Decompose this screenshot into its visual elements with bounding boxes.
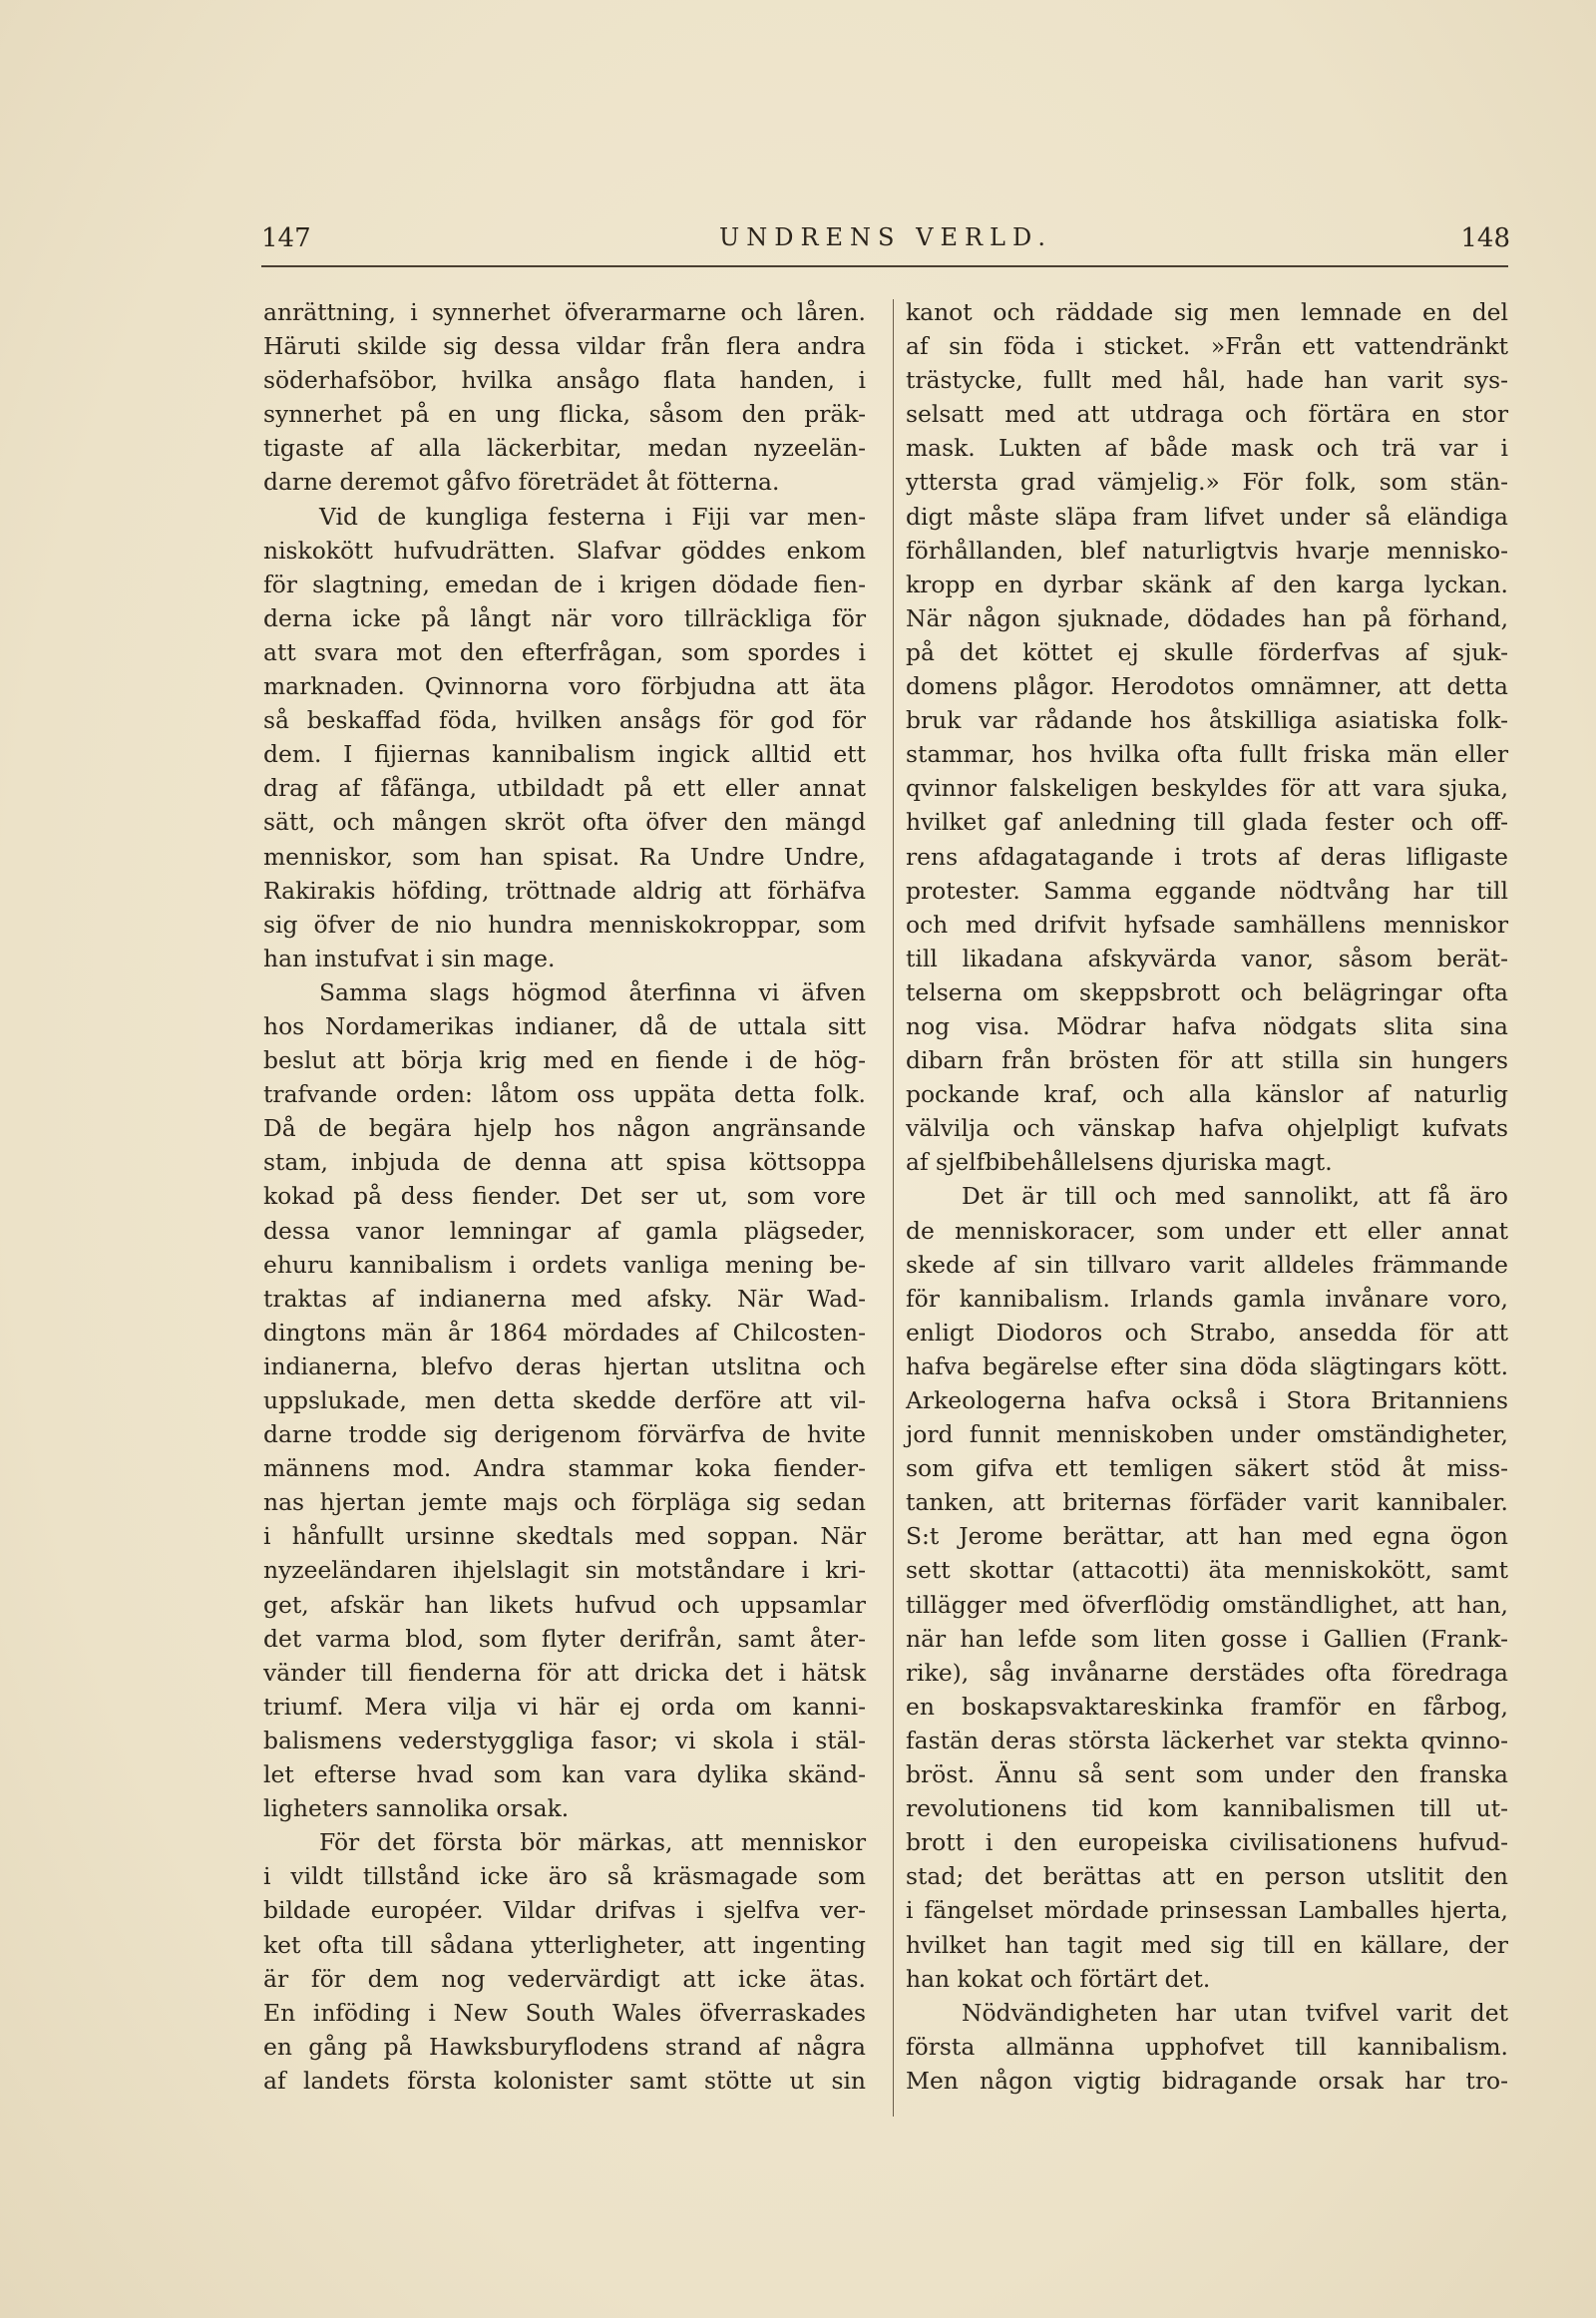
text-line: på det köttet ej skulle förderfvas af sjuk- xyxy=(906,637,1508,666)
text-line: revolutionens tid kom kannibalismen till ut- xyxy=(906,1794,1508,1823)
text-line: för kannibalism. Irlands gamla invånare voro, xyxy=(906,1284,1508,1313)
text-line: i fängelset mördade prinsessan Lamballes hjerta, xyxy=(906,1896,1508,1925)
text-line: kanot och räddade sig men lemnade en del xyxy=(906,298,1508,326)
text-line: nas hjertan jemte majs och förpläga sig sedan xyxy=(263,1488,866,1517)
text-line: fastän deras största läckerhet var stekta qvinno- xyxy=(906,1726,1508,1754)
text-line: derna icke på långt när voro tillräckliga för xyxy=(263,603,866,632)
text-line: vänder till fienderna för att dricka det i hätsk xyxy=(263,1658,866,1687)
text-line: dingtons män år 1864 mördades af Chilcosten- xyxy=(263,1318,866,1347)
text-line: kropp en dyrbar skänk af den karga lyckan. xyxy=(906,570,1508,598)
text-line: drag af fåfänga, utbildadt på ett eller annat xyxy=(263,774,866,803)
text-line: S:t Jerome berättar, att han med egna ögon xyxy=(906,1522,1508,1551)
text-line: så beskaffad föda, hvilken ansågs för god för xyxy=(263,706,866,735)
text-line: darne deremot gåfvo företrädet åt fötterna. xyxy=(263,468,780,497)
text-line: att svara mot den efterfrågan, som spordes i xyxy=(263,637,866,666)
text-line: För det första bör märkas, att menniskor xyxy=(319,1828,866,1857)
running-header xyxy=(261,223,1510,263)
text-line: skede af sin tillvaro varit alldeles främmande xyxy=(906,1250,1508,1279)
text-line: beslut att börja krig med en fiende i de hög- xyxy=(263,1046,866,1075)
text-line: kokad på dess fiender. Det ser ut, som vore xyxy=(263,1182,866,1211)
text-line: triumf. Mera vilja vi här ej orda om kanni- xyxy=(263,1692,866,1721)
text-line: niskokött hufvudrätten. Slafvar göddes enkom xyxy=(263,536,866,565)
text-line: som gifva ett temligen säkert stöd åt miss- xyxy=(906,1454,1508,1483)
text-line: Häruti skilde sig dessa vildar från flera andra xyxy=(263,332,866,361)
text-line: pockande kraf, och alla känslor af naturlig xyxy=(906,1080,1508,1109)
text-line: En inföding i New South Wales öfverraskades xyxy=(263,1998,866,2027)
text-line: protester. Samma eggande nödtvång har till xyxy=(906,876,1508,905)
text-line: det varma blod, som flyter derifrån, samt åter- xyxy=(263,1624,866,1653)
text-line: en gång på Hawksburyflodens strand af några xyxy=(263,2032,866,2061)
left-text-column xyxy=(263,295,866,2098)
running-title: UNDRENS VERLD. xyxy=(718,223,1052,251)
text-line: menniskor, som han spisat. Ra Undre Undre, xyxy=(263,842,866,871)
text-line: tillägger med öfverflödig omständlighet, att han, xyxy=(906,1590,1508,1619)
text-line: ligheters sannolika orsak. xyxy=(263,1794,570,1823)
text-line: traktas af indianerna med afsky. När Wad- xyxy=(263,1284,866,1313)
text-line: af sin föda i sticket. »Från ett vattendränkt xyxy=(906,332,1508,361)
text-line: stammar, hos hvilka ofta fullt friska män eller xyxy=(906,740,1508,769)
text-line: tanken, att briternas förfäder varit kannibaler. xyxy=(906,1488,1508,1517)
text-line: trafvande orden: låtom oss uppäta detta folk. xyxy=(263,1080,866,1109)
text-line: nyzeeländaren ihjelslagit sin motståndare i kri- xyxy=(263,1556,866,1585)
text-line: sätt, och mången skröt ofta öfver den mängd xyxy=(263,808,866,837)
text-line: let efterse hvad som kan vara dylika skänd- xyxy=(263,1760,866,1789)
text-line: mask. Lukten af både mask och trä var i xyxy=(906,434,1508,463)
text-line: marknaden. Qvinnorna voro förbjudna att äta xyxy=(263,672,866,701)
text-line: När någon sjuknade, dödades han på förhand, xyxy=(906,603,1508,632)
text-line: för slagtning, emedan de i krigen dödade fien- xyxy=(263,570,866,598)
text-line: rens afdagatagande i trots af deras lifligaste xyxy=(906,842,1508,871)
text-line: Det är till och med sannolikt, att få äro xyxy=(962,1182,1508,1211)
text-line: Rakirakis höfding, tröttnade aldrig att förhäfva xyxy=(263,876,866,905)
text-line: i vildt tillstånd icke äro så kräsmagade som xyxy=(263,1862,866,1891)
text-line: balismens vederstyggliga fasor; vi skola i stäl- xyxy=(263,1726,866,1754)
text-line: Samma slags högmod återfinna vi äfven xyxy=(319,977,866,1006)
text-line: dessa vanor lemningar af gamla plägseder, xyxy=(263,1216,866,1245)
text-line: Arkeologerna hafva också i Stora Britanniens xyxy=(906,1386,1508,1414)
text-line: tigaste af alla läckerbitar, medan nyzeelän- xyxy=(263,434,866,463)
text-line: är för dem nog vedervärdigt att icke ätas. xyxy=(263,1964,866,1993)
header-rule xyxy=(261,265,1508,267)
text-line: hvilket gaf anledning till glada fester och off- xyxy=(906,808,1508,837)
right-text-column xyxy=(906,295,1508,2098)
text-line: han kokat och förtärt det. xyxy=(906,1964,1211,1993)
text-line: männens mod. Andra stammar koka fiender- xyxy=(263,1454,866,1483)
text-line: uppslukade, men detta skedde derföre att vil- xyxy=(263,1386,866,1414)
text-line: dem. I fijiernas kannibalism ingick alltid ett xyxy=(263,740,866,769)
text-line: enligt Diodoros och Strabo, ansedda för att xyxy=(906,1318,1508,1347)
text-line: i hånfullt ursinne skedtals med soppan. När xyxy=(263,1522,866,1551)
text-line: hvilket han tagit med sig till en källare, der xyxy=(906,1930,1508,1959)
text-line: när han lefde som liten gosse i Gallien (Frank- xyxy=(906,1624,1508,1653)
text-line: till likadana afskyvärda vanor, såsom berät- xyxy=(906,944,1508,972)
column-divider xyxy=(893,299,894,2117)
text-line: af landets första kolonister samt stötte ut sin xyxy=(263,2066,866,2095)
text-line: darne trodde sig derigenom förvärfva de hvite xyxy=(263,1420,866,1449)
text-line: nog visa. Mödrar hafva nödgats slita sina xyxy=(906,1011,1508,1040)
text-line: ket ofta till sådana ytterligheter, att ingenting xyxy=(263,1930,866,1959)
text-line: hos Nordamerikas indianer, då de uttala sitt xyxy=(263,1011,866,1040)
text-line: stad; det berättas att en person utslitit den xyxy=(906,1862,1508,1891)
text-line: Då de begära hjelp hos någon angränsande xyxy=(263,1114,866,1143)
text-line: de menniskoracer, som under ett eller annat xyxy=(906,1216,1508,1245)
text-line: bröst. Ännu så sent som under den franska xyxy=(906,1760,1508,1789)
text-line: qvinnor falskeligen beskyldes för att vara sjuka, xyxy=(906,774,1508,803)
text-line: rike), såg invånarne derstädes ofta föredraga xyxy=(906,1658,1508,1687)
text-line: och med drifvit hyfsade samhällens menniskor xyxy=(906,910,1508,939)
text-line: yttersta grad vämjelig.» För folk, som stän- xyxy=(906,468,1508,497)
text-line: Nödvändigheten har utan tvifvel varit det xyxy=(962,1998,1508,2027)
text-line: förhållanden, blef naturligtvis hvarje mennisko- xyxy=(906,536,1508,565)
text-line: jord funnit menniskoben under omständigheter, xyxy=(906,1420,1508,1449)
text-line: get, afskär han likets hufvud och uppsamlar xyxy=(263,1590,866,1619)
text-line: han instufvat i sin mage. xyxy=(263,944,556,972)
text-line: välvilja och vänskap hafva ohjelpligt kufvats xyxy=(906,1114,1508,1143)
text-line: sig öfver de nio hundra menniskokroppar, som xyxy=(263,910,866,939)
text-line: stam, inbjuda de denna att spisa köttsoppa xyxy=(263,1148,866,1177)
text-line: digt måste släpa fram lifvet under så eländiga xyxy=(906,502,1508,531)
text-line: Men någon vigtig bidragande orsak har tro- xyxy=(906,2066,1508,2095)
text-line: första allmänna upphofvet till kannibalism. xyxy=(906,2032,1508,2061)
text-line: dibarn från brösten för att stilla sin hungers xyxy=(906,1046,1508,1075)
text-line: bruk var rådande hos åtskilliga asiatiska folk- xyxy=(906,706,1508,735)
text-line: sett skottar (attacotti) äta menniskokött, samt xyxy=(906,1556,1508,1585)
right-page-number: 148 xyxy=(1460,223,1510,253)
left-page-number: 147 xyxy=(261,223,311,253)
text-line: selsatt med att utdraga och förtära en stor xyxy=(906,400,1508,429)
text-line: indianerna, blefvo deras hjertan utslitna och xyxy=(263,1352,866,1380)
text-line: en boskapsvaktareskinka framför en fårbog, xyxy=(906,1692,1508,1721)
text-line: brott i den europeiska civilisationens hufvud- xyxy=(906,1828,1508,1857)
text-line: bildade européer. Vildar drifvas i sjelfva ver- xyxy=(263,1896,866,1925)
text-line: trästycke, fullt med hål, hade han varit sys- xyxy=(906,366,1508,395)
text-line: synnerhet på en ung flicka, såsom den präk- xyxy=(263,400,866,429)
text-line: ehuru kannibalism i ordets vanliga mening be- xyxy=(263,1250,866,1279)
text-line: telserna om skeppsbrott och belägringar ofta xyxy=(906,977,1508,1006)
text-line: anrättning, i synnerhet öfverarmarne och låren. xyxy=(263,298,866,326)
text-line: Vid de kungliga festerna i Fiji var men- xyxy=(319,502,866,531)
text-line: domens plågor. Herodotos omnämner, att detta xyxy=(906,672,1508,701)
text-line: söderhafsöbor, hvilka ansågo flata handen, i xyxy=(263,366,866,395)
text-line: af sjelfbibehållelsens djuriska magt. xyxy=(906,1148,1333,1177)
text-line: hafva begärelse efter sina döda slägtingars kött. xyxy=(906,1352,1508,1380)
